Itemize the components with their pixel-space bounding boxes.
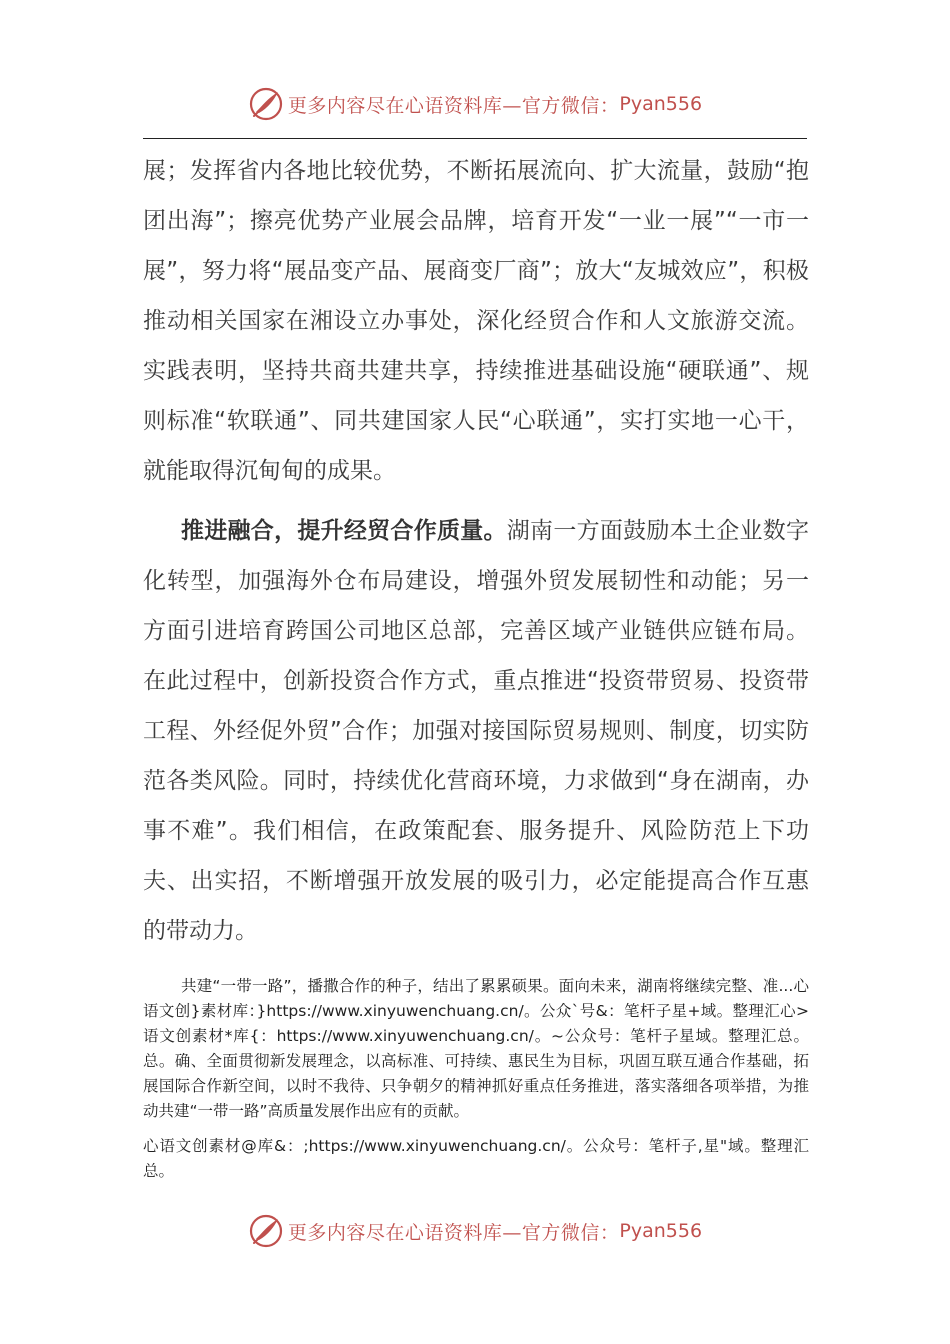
footer-banner [0, 1209, 950, 1253]
header-rule [143, 138, 807, 139]
quill-logo-icon [248, 1213, 284, 1249]
header-banner [0, 82, 950, 126]
header-banner-text: 更多内容尽在心语资料库—官方微信： [287, 94, 620, 117]
footer-banner-text: 更多内容尽在心语资料库—官方微信： [287, 1221, 620, 1244]
document-body [143, 146, 809, 1184]
paragraph-2 [143, 506, 809, 956]
small-paragraph-2: 心语文创素材@库&：;https://www.xinyuwenchuang.cn/。公众号：笔杆子,星"域。整理汇总。 [143, 1137, 809, 1180]
paragraph-2-text: 湖南一方面鼓励本土企业数字化转型，加强海外仓布局建设，增强外贸发展韧性和动能；另一方面引进培育跨国公司地区总部，完善区域产业链供应链布局。在此过程中，创新投资合作方式，重点推进“投资带贸易、投资带工程、外经促外贸”合作；加强对接国际贸易规则、制度，切实防范各类风险。同时，持续优化营商环境，力求做到“身在湖南，办事不难”。我们相信，在政策配套、服务提升、风险防范上下功夫、出实招，不断增强开放发展的吸引力，必定能提高合作互惠的带动力。 [143, 518, 810, 944]
footer-wechat-id: Pyan556 [619, 1220, 703, 1242]
quill-logo-icon [248, 86, 284, 122]
header-wechat-id: Pyan556 [619, 93, 703, 115]
paragraph-1: 展；发挥省内各地比较优势，不断拓展流向、扩大流量，鼓励“抱团出海”；擦亮优势产业展会品牌，培育开发“一业一展”“一市一展”，努力将“展品变产品、展商变厂商”；放大“友城效应”，积极推动相关国家在湘设立办事处，深化经贸合作和人文旅游交流。实践表明，坚持共商共建共享，持续推进基础设施“硬联通”、规则标准“软联通”、同共建国家人民“心联通”，实打实地一心干，就能取得沉甸甸的成果。 [143, 158, 809, 484]
paragraph-2-lead: 推进融合，提升经贸合作质量。 [181, 518, 507, 544]
small-paragraph-1: 共建“一带一路”，播撒合作的种子，结出了累累硕果。面向未来，湖南将继续完整、准...心语文创}素材库：}https://www.xinyuwenchuang.cn/。公众`号&：笔杆子星+域。整理汇心>语文创素材*库{：https://www.xinyuwenchuang.cn/。~公众号：笔杆子星域。整理汇总。总。确、全面贯彻新发展理念，以高标准、可持续、惠民生为目标，巩固互联互通合作基础，拓展国际合作新空间，以时不我待、只争朝夕的精神抓好重点任务推进，落实落细各项举措，为推动共建“一带一路”高质量发展作出应有的贡献。 [143, 977, 809, 1120]
